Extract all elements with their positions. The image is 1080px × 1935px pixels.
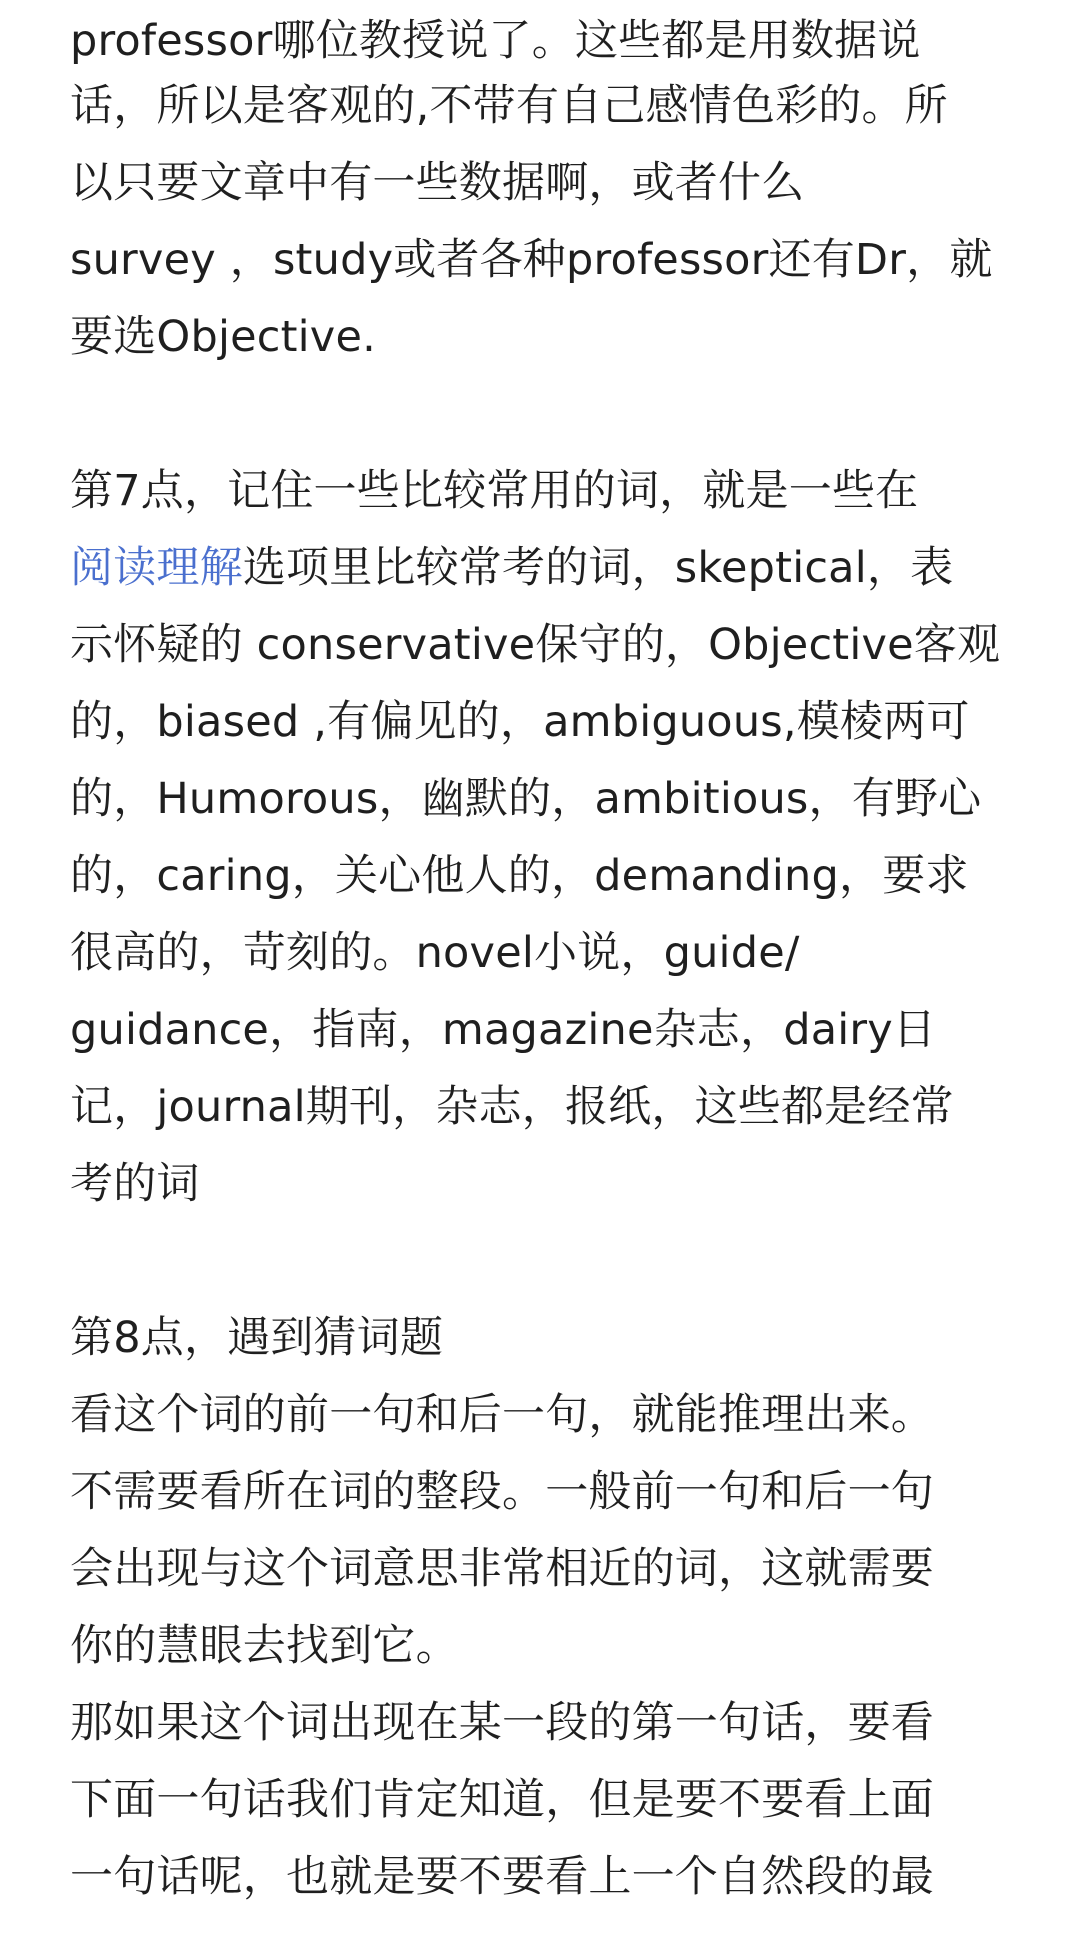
text-line: 的，Humorous，幽默的，ambitious，有野心 — [70, 774, 982, 824]
text-line: 你的慧眼去找到它。 — [70, 1621, 459, 1671]
text-span: 选项里比较常考的词，skeptical，表 — [242, 543, 954, 593]
text-line: 以只要文章中有一些数据啊，或者什么 — [70, 158, 805, 208]
text-line: professor哪位教授说了。这些都是用数据说 — [70, 16, 921, 66]
paragraph-point-8 — [70, 1300, 1010, 1916]
text-line: 一句话呢，也就是要不要看上一个自然段的最 — [70, 1852, 934, 1902]
text-line: survey ，study或者各种professor还有Dr，就 — [70, 235, 993, 285]
text-line: 考的词 — [70, 1159, 200, 1209]
text-line: 看这个词的前一句和后一句，就能推理出来。 — [70, 1390, 934, 1440]
text-line: 的，caring，关心他人的，demanding，要求 — [70, 851, 969, 901]
text-line — [70, 530, 1010, 607]
section-heading: 第8点，遇到猜词题 — [70, 1313, 444, 1363]
text-line: 很高的，苛刻的。novel小说，guide/ — [70, 928, 800, 978]
text-line: 示怀疑的 conservative保守的，Objective客观 — [70, 620, 1001, 670]
reading-comprehension-link[interactable]: 阅读理解 — [70, 543, 243, 593]
text-line: 的，biased ,有偏见的，ambiguous,模棱两可 — [70, 697, 970, 747]
text-line: 会出现与这个词意思非常相近的词，这就需要 — [70, 1544, 934, 1594]
article-body — [70, 0, 1010, 1916]
paragraph-spacer — [70, 376, 1010, 453]
text-line: guidance，指南，magazine杂志，dairy日 — [70, 1005, 937, 1055]
text-line: 话，所以是客观的,不带有自己感情色彩的。所 — [70, 81, 948, 131]
text-line: 要选Objective. — [70, 312, 376, 362]
paragraph-point-6 — [70, 14, 1010, 376]
text-line: 下面一句话我们肯定知道，但是要不要看上面 — [70, 1775, 934, 1825]
text-line: 记，journal期刊，杂志，报纸，这些都是经常 — [70, 1082, 954, 1132]
text-line: 第7点，记住一些比较常用的词，就是一些在 — [70, 466, 919, 516]
text-line: 那如果这个词出现在某一段的第一句话，要看 — [70, 1698, 934, 1748]
text-line: 不需要看所在词的整段。一般前一句和后一句 — [70, 1467, 934, 1517]
paragraph-spacer — [70, 1223, 1010, 1300]
paragraph-point-7 — [70, 453, 1010, 1223]
